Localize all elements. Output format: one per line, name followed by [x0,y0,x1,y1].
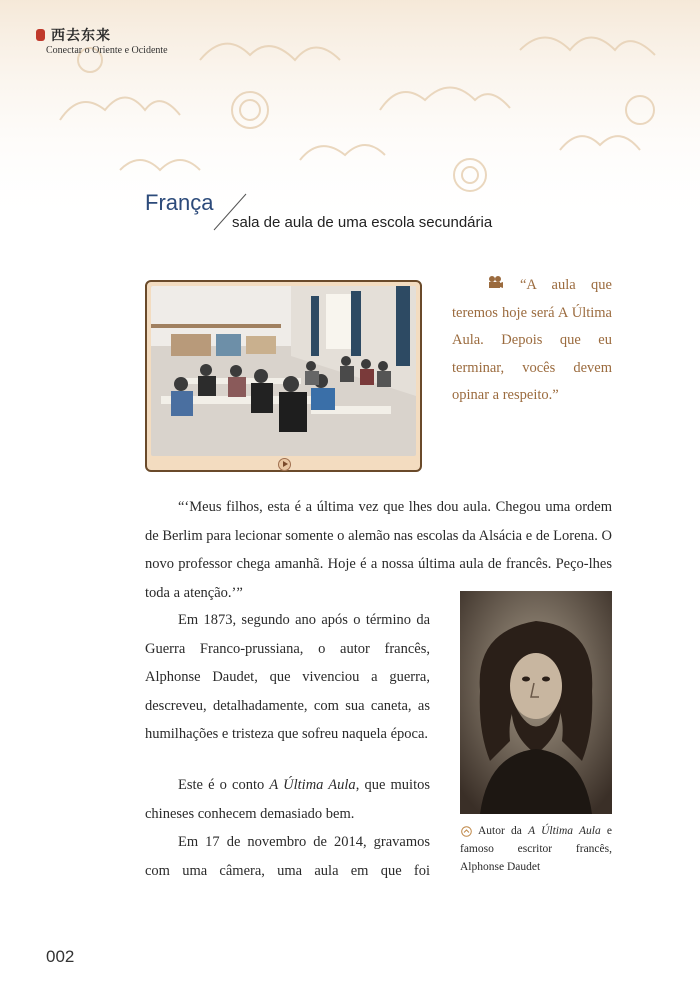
logo-text: 西去东来 [51,28,111,44]
logo-seal-icon [36,29,45,41]
portrait-caption [460,822,612,876]
paragraph-3-text-end: , que muitos chineses conhecem demasiado bem. [145,777,430,822]
header-subtitle: Conectar o Oriente e Ocidente [46,45,168,56]
caption-story-title: A Última Aula [528,825,601,837]
classroom-video-frame [145,280,422,472]
header-logo [36,25,111,45]
page-number: 002 [46,947,75,966]
story-title-italic: A Última Aula [269,777,356,793]
section-title: França [145,190,214,215]
body-paragraph-2: Em 1873, segundo ano após o término da Guerra Franco-prussiana, o autor francês, Alphonse Daudet, que vivenciou a guerra, descreveu, detalhadamente, com sua caneta, as humilhações e tristeza que sofreu naquela época. [145,612,430,742]
body-paragraph-4: Em 17 de novembro de 2014, gravamos com uma câmera, uma aula em que foi [145,834,430,879]
caption-text-end: e famoso escritor francês, Alphonse Daudet [460,825,613,873]
paragraph-3-text-start: Este é o conto [178,777,270,793]
body-paragraph-1: “‘Meus filhos, esta é a última vez que lhes dou aula. Chegou uma ordem de Berlim para lecionar somente o alemão nas escolas da Alsácia e de Lorena. O novo professor chega amanhã. Hoje é a nossa última aula de francês. Peço-lhes toda a atenção.’” [145,499,612,601]
body-paragraph-3 [145,771,430,828]
alphonse-daudet-portrait [460,591,612,814]
pull-quote: “A aula que teremos hoje será A Última Aula. Depois que eu terminar, vocês devem opinar a respeito.” [452,277,612,403]
play-icon[interactable] [278,458,291,471]
classroom-photo [151,286,416,456]
section-subtitle: sala de aula de uma escola secundária [232,214,493,231]
caption-text-start: Autor da [478,825,529,837]
